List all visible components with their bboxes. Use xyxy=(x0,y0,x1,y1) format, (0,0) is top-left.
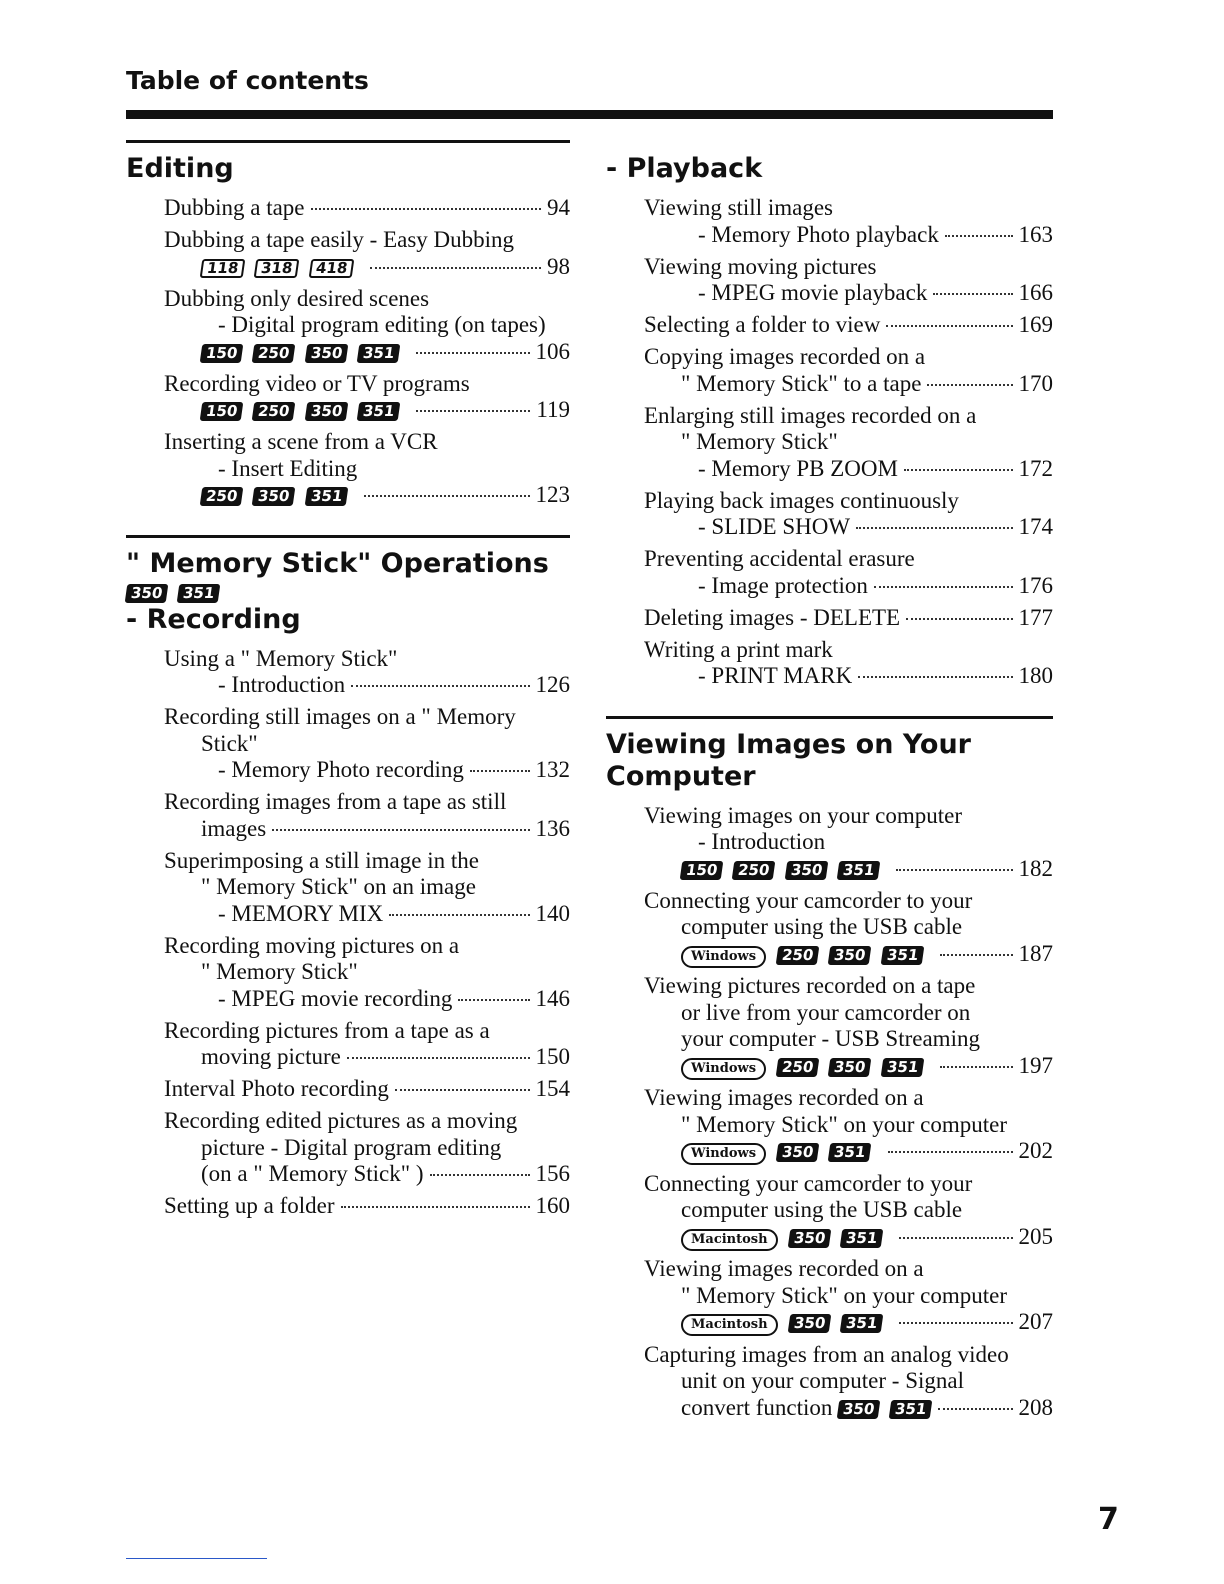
entry-text: Recording images from a tape as still xyxy=(164,789,507,814)
page-ref: 150 xyxy=(535,1044,570,1069)
entry-text: - Insert Editing xyxy=(218,455,358,481)
toc-entry[interactable] xyxy=(644,803,1053,883)
model-badge: 250 xyxy=(776,946,820,965)
entry-text: picture - Digital program editing xyxy=(201,1134,502,1160)
entry-text: Recording edited pictures as a moving xyxy=(164,1108,518,1133)
entry-text: Recording video or TV programs xyxy=(164,370,470,396)
entry-text: Dubbing a tape easily - Easy Dubbing xyxy=(164,227,515,252)
section-title-line: Computer xyxy=(606,760,756,792)
entry-text: " Memory Stick" xyxy=(681,429,838,454)
entry-text: - MPEG movie recording xyxy=(218,985,453,1011)
entry-text: - PRINT MARK xyxy=(698,663,853,688)
model-badge: 351 xyxy=(177,584,221,603)
model-badge: 350 xyxy=(828,1058,872,1077)
model-badge: 250 xyxy=(252,402,296,421)
toc-entry[interactable] xyxy=(164,1076,570,1103)
toc-entry[interactable] xyxy=(164,646,570,699)
entry-text: Connecting your camcorder to your xyxy=(644,1170,973,1196)
model-badge: 351 xyxy=(840,1314,884,1333)
toc-entry[interactable] xyxy=(164,789,570,842)
model-badge: 350 xyxy=(304,344,348,363)
entry-text: Interval Photo recording xyxy=(164,1076,389,1101)
toc-entry[interactable] xyxy=(644,605,1053,632)
toc-entry[interactable] xyxy=(644,1085,1053,1165)
page-ref: 197 xyxy=(1018,1052,1053,1078)
model-badge: 351 xyxy=(880,946,924,965)
model-badge: 250 xyxy=(252,344,296,363)
entry-text: " Memory Stick" on an image xyxy=(201,874,476,899)
entry-text: Capturing images from an analog video xyxy=(644,1341,1009,1367)
page-number: 7 xyxy=(1098,1502,1119,1537)
model-badge: 350 xyxy=(304,402,348,421)
entry-text: Inserting a scene from a VCR xyxy=(164,429,438,454)
dot-leader xyxy=(896,869,1012,871)
entry-text: Viewing images on your computer xyxy=(644,802,962,828)
section-rule xyxy=(606,716,1053,719)
page-ref: 172 xyxy=(1018,455,1053,481)
subsection-title-playback: - Playback xyxy=(606,153,763,184)
page-ref: 180 xyxy=(1018,663,1053,688)
entry-text: Selecting a folder to view xyxy=(644,312,881,337)
toc-entry[interactable] xyxy=(644,1256,1053,1336)
section-title-computer xyxy=(606,729,1053,793)
model-badge: 351 xyxy=(357,402,401,421)
dot-leader xyxy=(458,999,529,1001)
page-ref: 163 xyxy=(1018,221,1053,247)
toc-entry[interactable] xyxy=(644,403,1053,483)
entry-text: convert function xyxy=(681,1394,833,1420)
page-ref: 126 xyxy=(535,672,570,697)
entry-text: - Image protection xyxy=(698,572,868,598)
footer-link-line xyxy=(126,1558,267,1559)
dot-leader xyxy=(899,1237,1012,1239)
model-badge: 250 xyxy=(776,1058,820,1077)
page-ref: 170 xyxy=(1018,370,1053,396)
section-title-editing: Editing xyxy=(126,153,234,184)
model-badge: 118 xyxy=(200,259,246,278)
dot-leader xyxy=(899,1322,1012,1324)
dot-leader xyxy=(940,954,1013,956)
windows-badge: Windows xyxy=(681,1058,766,1080)
windows-badge: Windows xyxy=(681,1143,766,1165)
dot-leader xyxy=(364,495,530,497)
computer-entries xyxy=(644,803,1053,1422)
toc-entry[interactable] xyxy=(164,848,570,928)
model-badge: 350 xyxy=(252,487,296,506)
entry-text: - MEMORY MIX xyxy=(218,900,384,926)
page-ref: 177 xyxy=(1018,604,1053,630)
dot-leader xyxy=(938,1408,1013,1410)
dot-leader xyxy=(886,325,1012,327)
section-title-memory-stick: " Memory Stick" Operations xyxy=(126,547,549,579)
page-ref: 156 xyxy=(535,1161,570,1186)
entry-text: Using a " Memory Stick" xyxy=(164,645,398,671)
playback-entries xyxy=(644,195,1053,690)
right-column xyxy=(606,140,1053,1427)
entry-text: Setting up a folder xyxy=(164,1193,335,1218)
entry-text: - SLIDE SHOW xyxy=(698,514,851,539)
model-badge: 250 xyxy=(200,487,244,506)
entry-text: Deleting images - DELETE xyxy=(644,604,901,630)
page-ref: 174 xyxy=(1018,514,1053,539)
page-ref: 169 xyxy=(1018,312,1053,337)
dot-leader xyxy=(370,267,541,269)
entry-text: Recording moving pictures on a xyxy=(164,932,460,958)
model-badge: 350 xyxy=(787,1314,831,1333)
model-badge: 318 xyxy=(254,259,300,278)
page-ref: 160 xyxy=(535,1193,570,1218)
page-ref: 94 xyxy=(547,195,570,220)
entry-text: - Introduction xyxy=(698,829,826,854)
page-ref: 98 xyxy=(547,253,570,279)
windows-badge: Windows xyxy=(681,946,766,968)
entry-text: " Memory Stick" on your computer xyxy=(681,1111,1008,1137)
entry-text: Enlarging still images recorded on a xyxy=(644,402,977,428)
entry-text: unit on your computer - Signal xyxy=(681,1368,964,1393)
toc-entry[interactable] xyxy=(164,371,570,424)
dot-leader xyxy=(347,1057,530,1059)
toc-entry[interactable] xyxy=(644,344,1053,397)
dot-leader xyxy=(858,676,1012,678)
entry-text: Stick" xyxy=(201,730,258,756)
page-ref: 146 xyxy=(535,985,570,1011)
entry-text: Dubbing a tape xyxy=(164,195,305,220)
page-ref: 208 xyxy=(1018,1394,1053,1420)
toc-entry[interactable] xyxy=(644,973,1053,1080)
model-badge: 350 xyxy=(125,584,169,603)
dot-leader xyxy=(351,685,529,687)
page-ref: 106 xyxy=(535,338,570,364)
toc-entry[interactable] xyxy=(644,546,1053,599)
entry-text: Connecting your camcorder to your xyxy=(644,887,973,913)
left-column xyxy=(126,140,570,1225)
macintosh-badge: Macintosh xyxy=(681,1229,778,1251)
model-badge: 350 xyxy=(787,1229,831,1248)
entry-text: - Memory PB ZOOM xyxy=(698,455,898,481)
entry-text: computer using the USB cable xyxy=(681,1197,963,1222)
entry-text: your computer - USB Streaming xyxy=(681,1026,980,1051)
dot-leader xyxy=(341,1206,530,1208)
entry-text: - Digital program editing (on tapes) xyxy=(218,312,546,337)
editing-entries xyxy=(164,195,570,509)
toc-entry[interactable] xyxy=(644,312,1053,339)
subsection-title-recording: - Recording xyxy=(126,603,301,635)
model-badge: 351 xyxy=(889,1400,933,1419)
model-badge: 351 xyxy=(828,1143,872,1162)
entry-text: Recording pictures from a tape as a xyxy=(164,1017,490,1043)
model-badge: 351 xyxy=(880,1058,924,1077)
dot-leader xyxy=(945,235,1013,237)
dot-leader xyxy=(927,384,1012,386)
recording-entries xyxy=(164,646,570,1220)
toc-entry[interactable] xyxy=(164,933,570,1013)
dot-leader xyxy=(470,770,530,772)
model-badge: 351 xyxy=(840,1229,884,1248)
page-ref: 176 xyxy=(1018,572,1053,598)
dot-leader xyxy=(416,352,529,354)
model-badge: 418 xyxy=(308,259,354,278)
page-ref: 182 xyxy=(1018,855,1053,881)
model-badge: 250 xyxy=(732,861,776,880)
entry-text: moving picture xyxy=(201,1044,341,1069)
toc-entry[interactable] xyxy=(644,1171,1053,1251)
dot-leader xyxy=(856,527,1012,529)
entry-text: Copying images recorded on a xyxy=(644,344,926,369)
dot-leader xyxy=(906,618,1012,620)
entry-text: images xyxy=(201,815,267,841)
entry-text: Viewing still images xyxy=(644,195,833,220)
section-badges xyxy=(126,584,570,604)
entry-text: " Memory Stick" to a tape xyxy=(681,370,922,396)
page-ref: 119 xyxy=(536,397,570,422)
dot-leader xyxy=(395,1089,530,1091)
page-ref: 140 xyxy=(535,900,570,926)
entry-text: " Memory Stick" xyxy=(201,959,358,984)
model-badge: 350 xyxy=(837,1400,881,1419)
entry-text: or live from your camcorder on xyxy=(681,999,971,1025)
model-badge: 350 xyxy=(784,861,828,880)
page-ref: 123 xyxy=(535,482,570,507)
entry-text: Playing back images continuously xyxy=(644,487,959,513)
model-badge: 150 xyxy=(680,861,724,880)
model-badge: 351 xyxy=(304,487,348,506)
entry-text: - Introduction xyxy=(218,672,346,697)
toc-entry[interactable] xyxy=(644,254,1053,307)
toc-entry[interactable] xyxy=(164,1108,570,1188)
page-ref: 154 xyxy=(535,1076,570,1101)
entry-text: Dubbing only desired scenes xyxy=(164,285,430,311)
entry-text: " Memory Stick" on your computer xyxy=(681,1282,1008,1308)
entry-text: Preventing accidental erasure xyxy=(644,546,915,571)
dot-leader xyxy=(904,469,1013,471)
model-badge: 350 xyxy=(776,1143,820,1162)
entry-text: - Memory Photo recording xyxy=(218,757,464,782)
dot-leader xyxy=(430,1174,530,1176)
toc-entry[interactable] xyxy=(164,1018,570,1071)
page-ref: 205 xyxy=(1018,1223,1053,1249)
entry-text: (on a " Memory Stick" ) xyxy=(201,1161,424,1186)
model-badge: 150 xyxy=(200,344,244,363)
dot-leader xyxy=(311,208,541,210)
toc-entry[interactable] xyxy=(644,488,1053,541)
page-ref: 132 xyxy=(535,757,570,782)
header-rule xyxy=(126,110,1053,119)
model-badge: 351 xyxy=(837,861,881,880)
section-rule xyxy=(126,140,570,143)
entry-text: Viewing pictures recorded on a tape xyxy=(644,973,976,998)
page-ref: 202 xyxy=(1018,1138,1053,1163)
dot-leader xyxy=(874,586,1013,588)
dot-leader xyxy=(933,293,1012,295)
section-rule xyxy=(126,535,570,538)
dot-leader xyxy=(389,914,529,916)
page-ref: 136 xyxy=(535,815,570,841)
toc-entry[interactable] xyxy=(164,286,570,366)
toc-entry[interactable] xyxy=(164,1193,570,1220)
toc-entry[interactable] xyxy=(644,1342,1053,1422)
entry-text: - MPEG movie playback xyxy=(698,280,928,305)
toc-entry[interactable] xyxy=(164,429,570,509)
toc-entry[interactable] xyxy=(644,195,1053,248)
model-badge: 350 xyxy=(828,946,872,965)
toc-entry[interactable] xyxy=(164,227,570,280)
model-badge: 150 xyxy=(200,402,244,421)
toc-entry[interactable] xyxy=(644,888,1053,968)
entry-text: Recording still images on a " Memory xyxy=(164,704,516,729)
entry-text: Viewing images recorded on a xyxy=(644,1256,924,1281)
entry-text: Writing a print mark xyxy=(644,636,833,662)
dot-leader xyxy=(416,410,530,412)
toc-entry[interactable] xyxy=(164,195,570,222)
page-ref: 187 xyxy=(1018,940,1053,966)
page-header-title: Table of contents xyxy=(126,66,369,95)
dot-leader xyxy=(940,1066,1013,1068)
section-title-line: Viewing Images on Your xyxy=(606,728,971,760)
page-ref: 166 xyxy=(1018,280,1053,305)
entry-text: computer using the USB cable xyxy=(681,914,963,939)
entry-text: - Memory Photo playback xyxy=(698,221,939,247)
macintosh-badge: Macintosh xyxy=(681,1314,778,1336)
toc-entry[interactable] xyxy=(164,704,570,784)
dot-leader xyxy=(272,829,529,831)
entry-text: Superimposing a still image in the xyxy=(164,847,479,873)
entry-text: Viewing moving pictures xyxy=(644,253,877,279)
model-badge: 351 xyxy=(357,344,401,363)
entry-text: Viewing images recorded on a xyxy=(644,1085,924,1110)
toc-entry[interactable] xyxy=(644,637,1053,690)
dot-leader xyxy=(888,1151,1013,1153)
page-ref: 207 xyxy=(1018,1309,1053,1334)
